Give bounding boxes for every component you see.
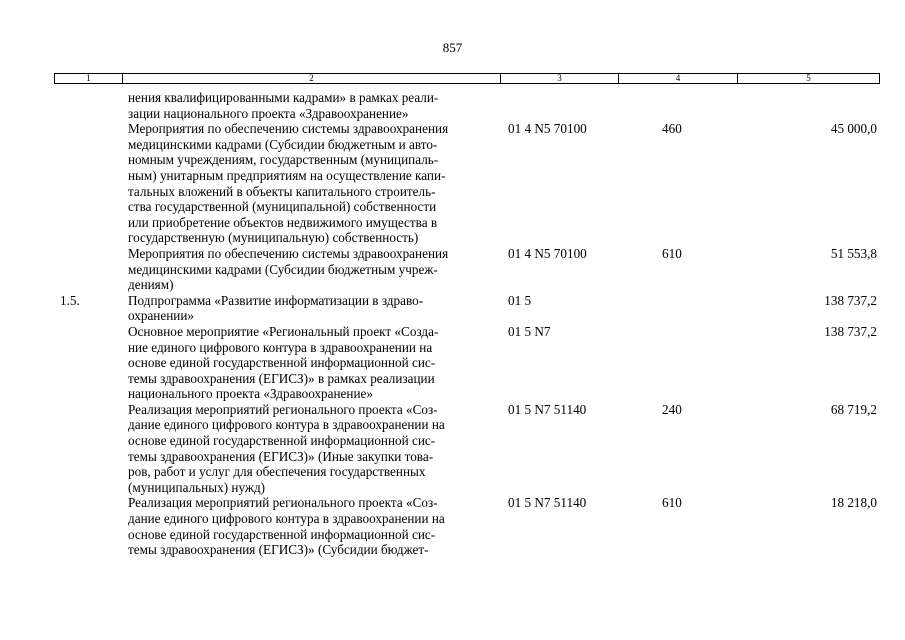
row-description: Мероприятия по обеспечению системы здравоохранения медицинскими кадрами (Субсидии бюджетным учреж- дениям) bbox=[128, 245, 449, 293]
row-amount: 68 719,2 bbox=[830, 401, 877, 417]
row-code: 01 5 N7 bbox=[508, 323, 551, 339]
row-expense-type bbox=[612, 90, 752, 121]
row-code: 01 4 N5 70100 bbox=[508, 245, 587, 261]
row-number bbox=[54, 90, 128, 121]
row-amount: 138 737,2 bbox=[824, 323, 877, 339]
row-description: Подпрограмма «Развитие информатизации в здраво- охранении» bbox=[128, 292, 424, 324]
row-amount bbox=[752, 90, 880, 121]
row-expense-type: 610 bbox=[662, 495, 682, 511]
column-header-5: 5 bbox=[806, 73, 811, 83]
row-number: 1.5. bbox=[60, 292, 80, 308]
row-number bbox=[54, 402, 128, 496]
table-row bbox=[54, 495, 880, 557]
row-expense-type: 610 bbox=[662, 245, 682, 261]
row-number bbox=[54, 121, 128, 246]
table-row bbox=[54, 293, 880, 324]
row-description: нения квалифицированными кадрами» в рамках реали- зации национального проекта «Здравоохранение» bbox=[128, 90, 439, 121]
table-row bbox=[54, 402, 880, 496]
row-number bbox=[54, 324, 128, 402]
row-description: Мероприятия по обеспечению системы здравоохранения медицинскими кадрами (Субсидии бюджетным и авто- номным учреждениям, государственным (муниципаль- ным) унитарным предприятиям на осуществление капи- тальных вложений в объекты капитального строитель- ства государственной (муниципальной) собственности или приобретение объектов недвижимого имущества в государственную (муниципальную) собственность) bbox=[128, 121, 449, 246]
row-expense-type: 240 bbox=[662, 401, 682, 417]
column-header-1: 1 bbox=[55, 74, 123, 83]
table-row bbox=[54, 121, 880, 246]
column-header-row bbox=[54, 73, 880, 84]
budget-table-body bbox=[54, 90, 880, 558]
column-header-2: 2 bbox=[123, 74, 501, 83]
row-expense-type bbox=[612, 324, 752, 402]
row-amount: 18 218,0 bbox=[830, 495, 877, 511]
row-code: 01 5 N7 51140 bbox=[508, 495, 587, 511]
row-amount: 138 737,2 bbox=[824, 292, 877, 308]
row-code: 01 5 N7 51140 bbox=[508, 401, 587, 417]
row-description: Реализация мероприятий регионального проекта «Соз- дание единого цифрового контура в здравоохранении на основе единой государственной информационной сис- темы здравоохранения (ЕГИСЗ)» (Субсидии бюджет- bbox=[128, 495, 445, 558]
row-code bbox=[508, 90, 612, 121]
table-row bbox=[54, 324, 880, 402]
row-code: 01 5 bbox=[508, 292, 532, 308]
page-number: 857 bbox=[442, 40, 463, 55]
row-expense-type bbox=[612, 293, 752, 324]
row-description: Основное мероприятие «Региональный проект «Созда- ние единого цифрового контура в здравоохранении на основе единой государственной информационной сис- темы здравоохранения (ЕГИСЗ)» в рамках реализации национального проекта «Здравоохранение» bbox=[128, 323, 439, 402]
column-header-3: 3 bbox=[501, 74, 619, 83]
row-amount: 45 000,0 bbox=[830, 121, 877, 137]
row-description: Реализация мероприятий регионального проекта «Соз- дание единого цифрового контура в здравоохранении на основе единой государственной информационной сис- темы здравоохранения (ЕГИСЗ)» (Иные закупки това- ров, работ и услуг для обеспечения государственных (муниципальных) нужд) bbox=[128, 401, 445, 495]
table-row bbox=[54, 246, 880, 293]
row-expense-type: 460 bbox=[662, 121, 682, 137]
row-amount: 51 553,8 bbox=[830, 245, 877, 261]
row-code: 01 4 N5 70100 bbox=[508, 121, 587, 137]
row-number bbox=[54, 495, 128, 557]
column-header-4: 4 bbox=[619, 74, 738, 83]
row-number bbox=[54, 246, 128, 293]
table-row bbox=[54, 90, 880, 121]
